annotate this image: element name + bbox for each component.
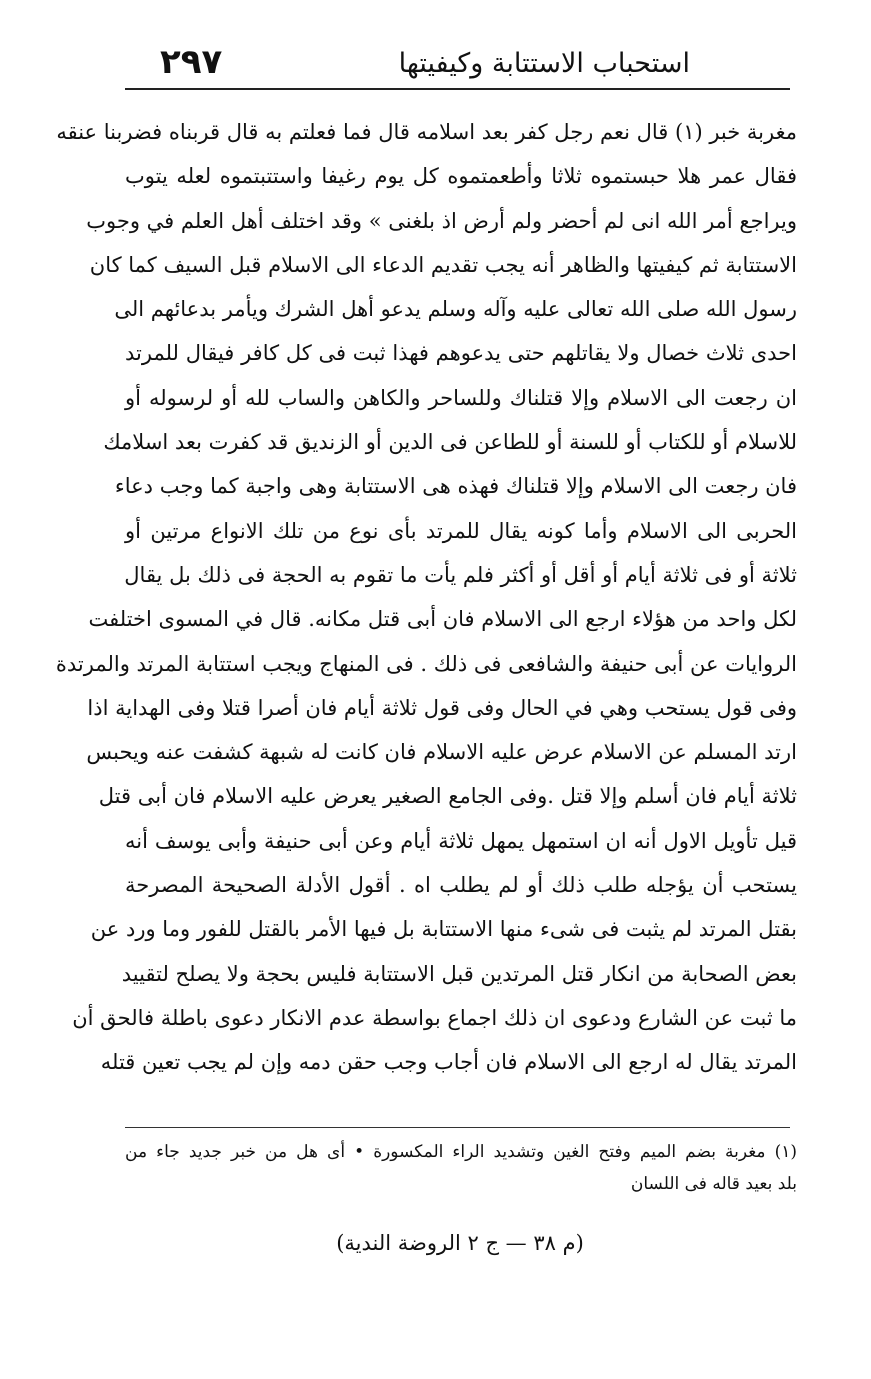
text-line: بقتل المرتد لم يثبت فى شىء منها الاستتابة بل فيها الأمر بالقتل للفور وما ورد عن [90,917,797,942]
footnote-divider [125,1127,790,1128]
text-line: ويراجع أمر الله انى لم أحضر ولم أرض اذ بلغنى » وقد اختلف أهل العلم في وجوب [86,208,797,233]
text-line: الاستتابة ثم كيفيتها والظاهر أنه يجب تقديم الدعاء الى الاسلام قبل السيف كما كان [89,252,797,277]
text-line: ان رجعت الى الاسلام وإلا قتلناك وللساحر والكاهن والساب لله أو لرسوله أو [125,385,797,410]
text-line: وفى قول يستحب وهي في الحال وفى قول ثلاثة أيام فان أصرا قتلا وفى الهداية اذا [87,695,797,720]
text-line: مغربة خبر (١) قال نعم رجل كفر بعد اسلامه قال فما فعلتم به قال قربناه فضربنا عنقه [56,120,797,144]
text-line: لكل واحد من هؤلاء ارجع الى الاسلام فان أبى قتل مكانه. قال في المسوى اختلفت [88,607,797,632]
text-line: احدى ثلاث خصال ولا يقاتلهم حتى يدعوهم فهذا ثبت فى كل كافر فيقال للمرتد [125,341,797,366]
running-title: استحباب الاستتابة وكيفيتها [398,48,690,79]
text-line: يستحب أن يؤجله طلب ذلك أو لم يطلب اه . أقول الأدلة الصحيحة المصرحة [125,873,797,898]
signature-mark: (م ٣٨ — ج ٢ الروضة الندية) [336,1231,584,1255]
text-line: فان رجعت الى الاسلام وإلا قتلناك فهذه هى الاستتابة وهى واجبة كما وجب دعاء [114,474,797,499]
text-line: قيل تأويل الاول أنه ان استمهل يمهل ثلاثة أيام وعن أبى حنيفة وأبى يوسف أنه [125,828,797,853]
footnotes [125,1136,797,1200]
text-line: فقال عمر هلا حبستموه ثلاثا وأطعمتموه كل يوم رغيفا واستتبتموه لعله يتوب [125,164,797,189]
footnote-line: (١) مغربة بضم الميم وفتح الغين وتشديد الراء المكسورة • أى هل من خبر جديد جاء من [125,1142,797,1162]
page-header [120,38,800,88]
text-line: الحربى الى الاسلام وأما كونه يقال للمرتد بأى نوع من تلك الانواع مرتين أو [125,518,797,543]
text-line: ما ثبت عن الشارع ودعوى ان ذلك اجماع بواسطة عدم الانكار دعوى باطلة فالحق أن [72,1005,797,1030]
text-line: ارتد المسلم عن الاسلام عرض عليه الاسلام فان كانت له شبهة كشفت عنه ويحبس [86,740,797,765]
header-divider [125,88,790,90]
text-line: ثلاثة أو فى ثلاثة أيام أو أقل أو أكثر فلم يأت ما تقوم به الحجة فى ذلك بل يقال [124,562,797,587]
text-line: بعض الصحابة من انكار قتل المرتدين قبل الاستتابة فليس بحجة ولا يصلح لتقييد [121,961,797,986]
text-line: رسول الله صلى الله تعالى عليه وآله وسلم يدعو أهل الشرك ويأمر بدعائهم الى [114,297,797,322]
text-line: للاسلام أو للكتاب أو للسنة أو للطاعن فى الدين أو الزنديق قد كفرت بعد اسلامك [103,430,797,455]
text-line: ثلاثة أيام فان أسلم وإلا قتل .وفى الجامع الصغير يعرض عليه الاسلام فان أبى قتل [98,784,797,809]
text-line: المرتد يقال له ارجع الى الاسلام فان أجاب وجب حقن دمه وإن لم يجب تعين قتله [100,1050,797,1075]
text-line: الروايات عن أبى حنيفة والشافعى فى ذلك . فى المنهاج ويجب استتابة المرتد والمرتدة [55,651,797,676]
page-number: ٢٩٧ [160,42,223,82]
body-text [55,110,797,1085]
footnote-line: بلد بعيد قاله فى اللسان [630,1174,797,1194]
